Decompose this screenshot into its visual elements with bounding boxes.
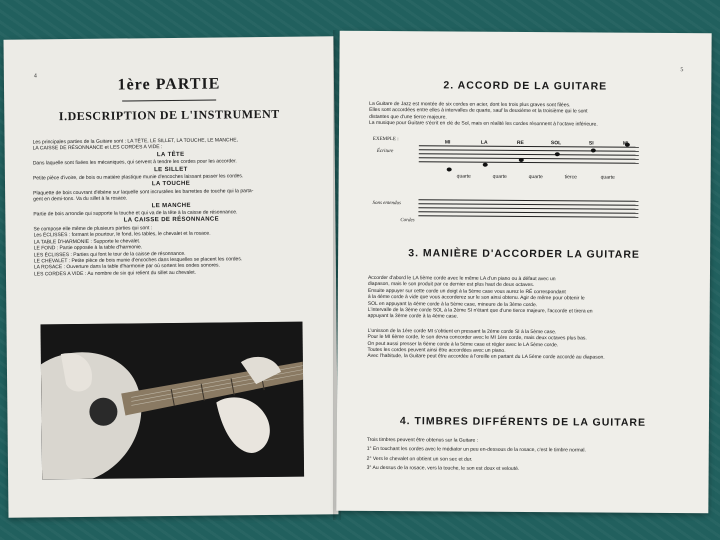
section-3-text xyxy=(367,275,694,362)
part-line: Se compose elle même de plusieurs parties qui sont : xyxy=(33,225,153,233)
text-line: Avec l'habitude, la Guitare peut être accordée à l'oreille en partant du LA 5ème corde accordé au diapason. xyxy=(367,353,605,362)
left-page xyxy=(4,36,339,517)
example-label: EXEMPLE : xyxy=(372,136,399,143)
text-line: à la 4ème corde à vide que vous accorderez sur le son ainsi obtenu. Agir de même pour obtenir le xyxy=(367,294,585,302)
section-2-title: 2. ACCORD DE LA GUITARE xyxy=(443,79,608,93)
guitar-illustration xyxy=(40,322,304,480)
text-line: Trois timbres peuvent être obtenus sur la Guitare : xyxy=(366,436,479,444)
note-name: LA xyxy=(480,139,488,146)
right-page xyxy=(336,31,711,514)
interval-label: quarte xyxy=(456,173,471,180)
section-4-title: 4. TIMBRES DIFFÉRENTS DE LA GUITARE xyxy=(399,415,647,429)
text-line: On peut aussi presser la 6ème corde à la 5ème case et régler avec le LA 5ème corde. xyxy=(367,340,559,348)
part-line: LA TABLE D'HARMONIE : Supporte le chevalet. xyxy=(33,238,141,246)
divider xyxy=(122,100,216,102)
part-title: 1ère PARTIE xyxy=(117,75,221,94)
part-line: LES ÉCLISSES : Parties qui font le tour de la caisse de résonnance. xyxy=(33,250,186,258)
part-heading: LE SILLET xyxy=(154,166,188,173)
text-line: distantes que d'une tierce majeure. xyxy=(369,113,447,121)
note-name: MI xyxy=(622,140,629,147)
part-line: Partie de bois arrondie qui supporte la touche et qui va de la tête à la caisse de résonnance. xyxy=(33,209,238,218)
interval-labels xyxy=(456,173,657,181)
section-title: I.DESCRIPTION DE L'INSTRUMENT xyxy=(58,106,280,124)
interval-label: quarte xyxy=(600,174,615,181)
text-line: Elles sont accordées entre elles à intervalles de quarte, sauf la deuxième et la troisième qui le sont xyxy=(369,107,588,115)
part-heading: LE MANCHE xyxy=(151,202,191,209)
note-names xyxy=(444,139,665,147)
text-line: Pour le MI 6ème corde, le son devra concorder avec le MI 1ère corde, mais deux octaves plus bas. xyxy=(367,334,587,342)
page-number: 4 xyxy=(33,73,37,80)
guitarist-photo xyxy=(40,322,304,480)
staff-ecriture xyxy=(419,145,639,165)
text-line: La Guitare de Jazz est montée de six cordes en acier, dont les trois plus graves sont filées. xyxy=(369,100,571,109)
part-line: LES CORDES A VIDE : Au nombre de six qui relient du sillet au chevalet. xyxy=(33,269,197,278)
part-heading: LA TÊTE xyxy=(156,151,185,158)
part-line: Petite pièce d'ivoire, de bois ou matière plastique munie d'encoches laissant passer les cordes. xyxy=(32,173,244,182)
text-line: Accorder d'abord le LA 5ème corde avec le même LA d'un piano ou à défaut avec un xyxy=(367,274,556,283)
text-line: appuyant la 3ème corde à la 4ème case. xyxy=(367,313,459,320)
note-name: MI xyxy=(444,139,451,146)
text-line: 2° Vers le chevalet on obtient un son sec et dur. xyxy=(366,455,473,463)
text-line: Ensuite appuyer sur cette corde un doigt à la 5ème case vous aurez le RÉ correspondant xyxy=(367,287,566,296)
note-name: SI xyxy=(588,140,594,147)
staff-sons-entendus xyxy=(418,199,638,219)
text-line: L'intervalle de la 3ème corde SOL à la 2ème SI n'étant que d'une tierce majeure, l'accorde et tirera en xyxy=(367,306,593,315)
text-line: diapason, mais le son produit par ce dernier est plus haut de deux octaves. xyxy=(367,281,535,289)
text-line: SOL en appuyant la 4ème corde à la 5ème case, mineure de la 3ème corde. xyxy=(367,300,538,308)
section-3-title: 3. MANIÈRE D'ACCORDER LA GUITARE xyxy=(408,247,640,261)
intro-text xyxy=(33,137,310,278)
part-line: Plaquette de bois couvrant d'ébène sur laquelle sont incrustées les barrettes de touche qui la parta- xyxy=(33,187,254,197)
part-heading: LA TOUCHE xyxy=(151,181,191,188)
text-line: 1° En touchant les cordes avec le médiator un peu en-dessous de la rosace, c'est le timbre normal. xyxy=(366,446,586,454)
note-name: SOL xyxy=(550,140,562,147)
interval-label: quarte xyxy=(528,174,543,181)
text-line: La musique pour Guitare s'écrit en clé de Sol, mais en réalité les cordes résonnent à l'octave inférieure. xyxy=(369,120,598,128)
intro-line: LA CAISSE DE RÉSONNANCE et LES CORDES A VIDE : xyxy=(32,144,163,152)
row-label-cordes: Cordes xyxy=(400,218,415,224)
text-line: Toutes les cordes peuvent ainsi être accordées avec un piano. xyxy=(367,346,506,354)
intro-line: Les principales parties de la Guitare sont : LA TÊTE, LE SILLET, LA TOUCHE, LE MANCHE, xyxy=(32,137,238,146)
part-line: LE CHEVALET : Petite pièce de bois munie d'encoches dans lesquelles se placent les cordes. xyxy=(33,256,243,265)
part-line: LE FOND : Partie opposée à la table d'harmonie. xyxy=(33,244,143,252)
part-line: Dans laquelle sont fixées les mécaniques, qui servent à tendre les cordes pour les accorder. xyxy=(32,158,237,167)
text-line: L'unisson de la 1ère corde MI s'obtient en pressant la 2ème corde SI à la 5ème case. xyxy=(367,327,557,336)
interval-label: tierce xyxy=(564,174,577,181)
part-line: Les ÉCLISSES : formant le pourtour, le fond, les tables, le chevalet et la rosace. xyxy=(33,230,211,239)
note-name: RE xyxy=(516,139,524,146)
row-label-ecriture: Écriture xyxy=(376,148,394,155)
section-4-text xyxy=(367,437,693,474)
text-line: 3° Au dessus de la rosace, vers la touche, le son est doux et velouté. xyxy=(366,465,520,473)
part-heading: LA CAISSE DE RÉSONNANCE xyxy=(123,216,220,224)
section-2-text xyxy=(369,101,689,129)
row-label-sons-entendus: Sons entendus xyxy=(372,200,401,207)
part-line: LA ROSACE : Ouverture dans la table d'harmonie par où sortent les ondes sonores. xyxy=(33,262,220,271)
part-line: gent en demi-tons. Va du sillet à la rosace. xyxy=(33,195,128,203)
page-number: 5 xyxy=(680,67,684,74)
interval-label: quarte xyxy=(492,173,507,180)
